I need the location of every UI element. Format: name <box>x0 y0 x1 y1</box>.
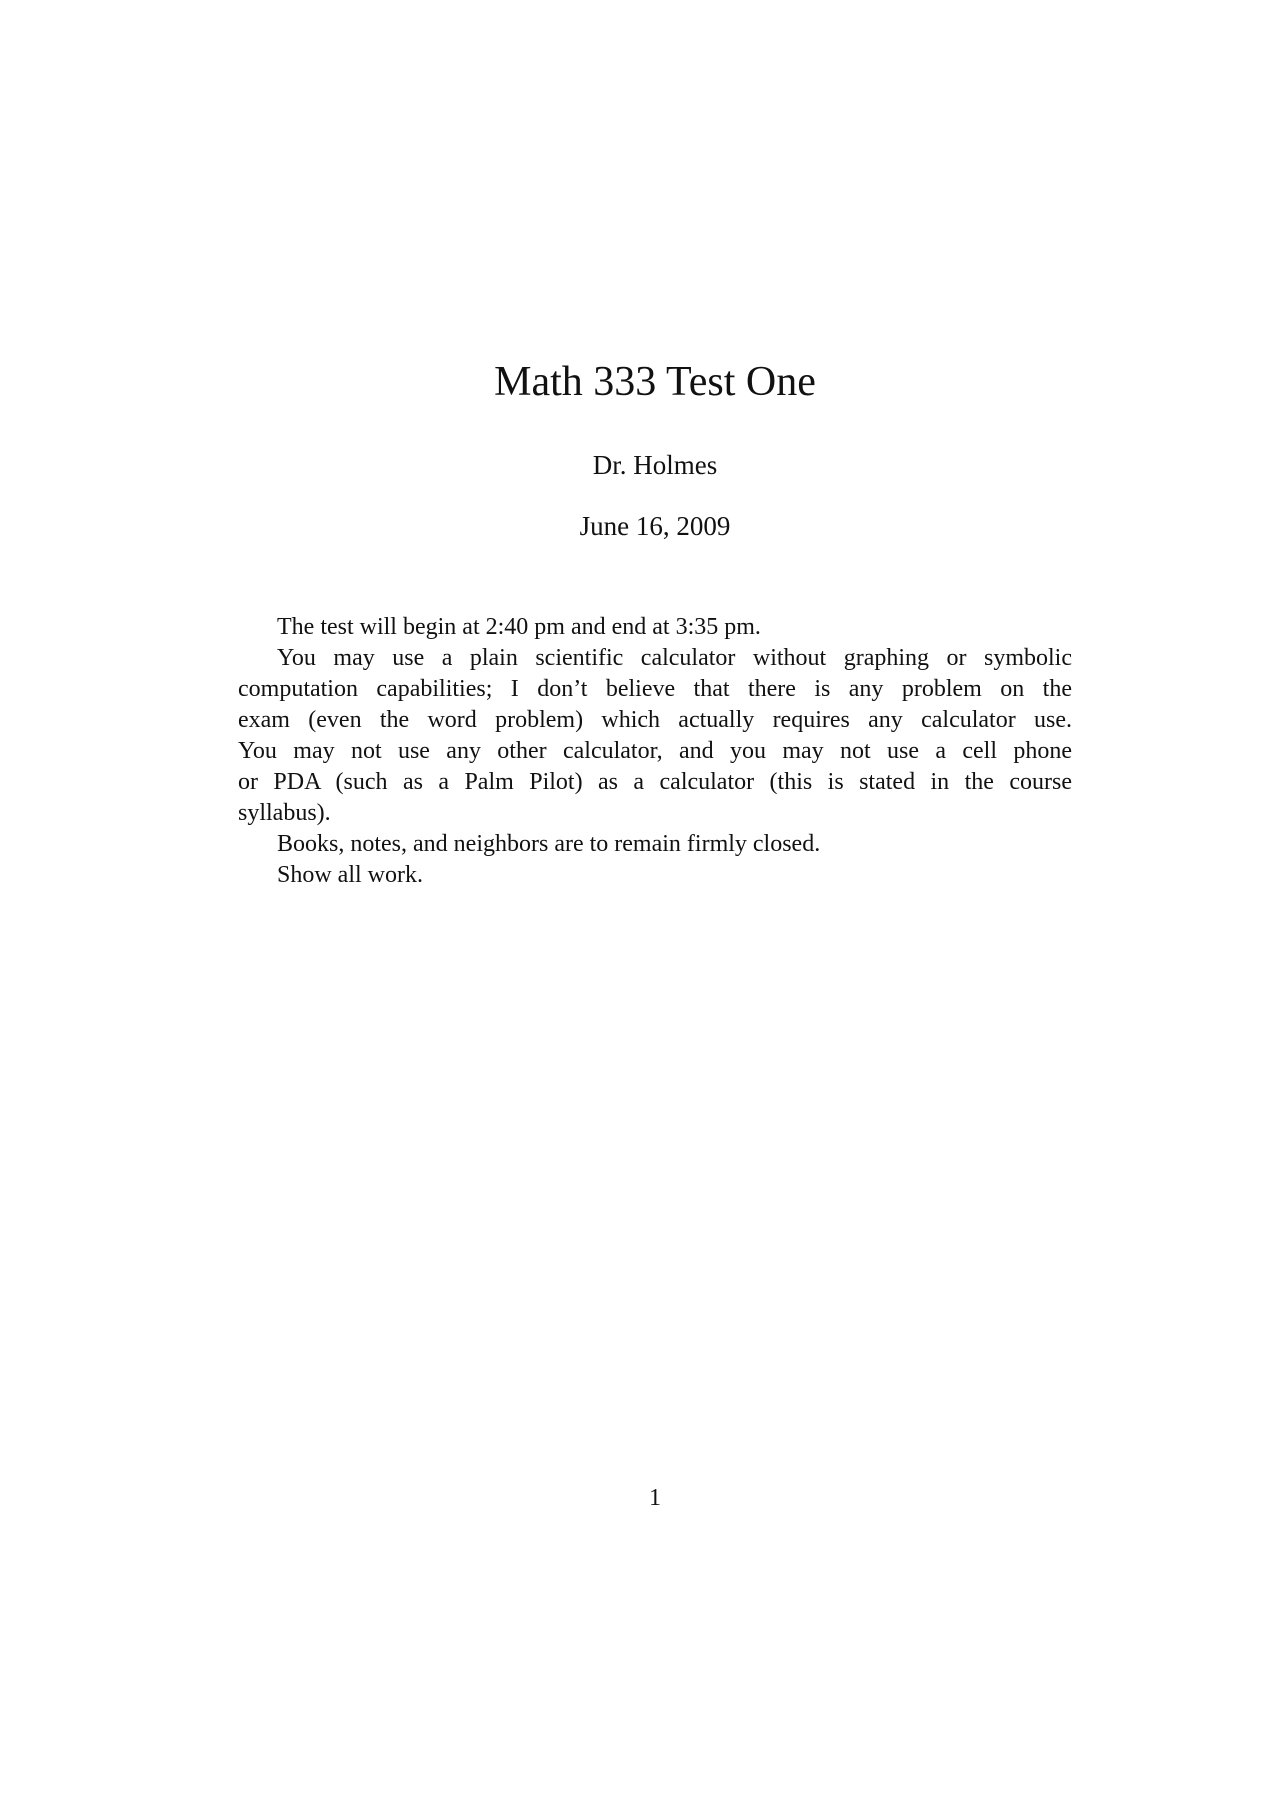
paragraph-line: syllabus). <box>238 800 331 826</box>
paragraph-line: Books, notes, and neighbors are to remain firmly closed. <box>277 831 821 857</box>
author: Dr. Holmes <box>592 450 718 480</box>
instructions <box>238 612 1072 891</box>
paragraph-line: exam (even the word problem) which actually requires any calculator use. <box>238 707 1072 733</box>
page-number: 1 <box>649 1485 661 1511</box>
paragraph-line: You may use a plain scientific calculator without graphing or symbolic <box>277 645 1072 671</box>
paragraph-line: You may not use any other calculator, and you may not use a cell phone <box>238 738 1072 764</box>
paragraph-line: or PDA (such as a Palm Pilot) as a calculator (this is stated in the course <box>238 769 1072 795</box>
paragraph-line: The test will begin at 2:40 pm and end at 3:35 pm. <box>277 614 761 640</box>
paragraph-line: Show all work. <box>277 862 423 888</box>
date: June 16, 2009 <box>579 511 731 541</box>
document-title: Math 333 Test One <box>494 359 816 405</box>
paragraph-line: computation capabilities; I don’t believe that there is any problem on the <box>238 676 1072 702</box>
